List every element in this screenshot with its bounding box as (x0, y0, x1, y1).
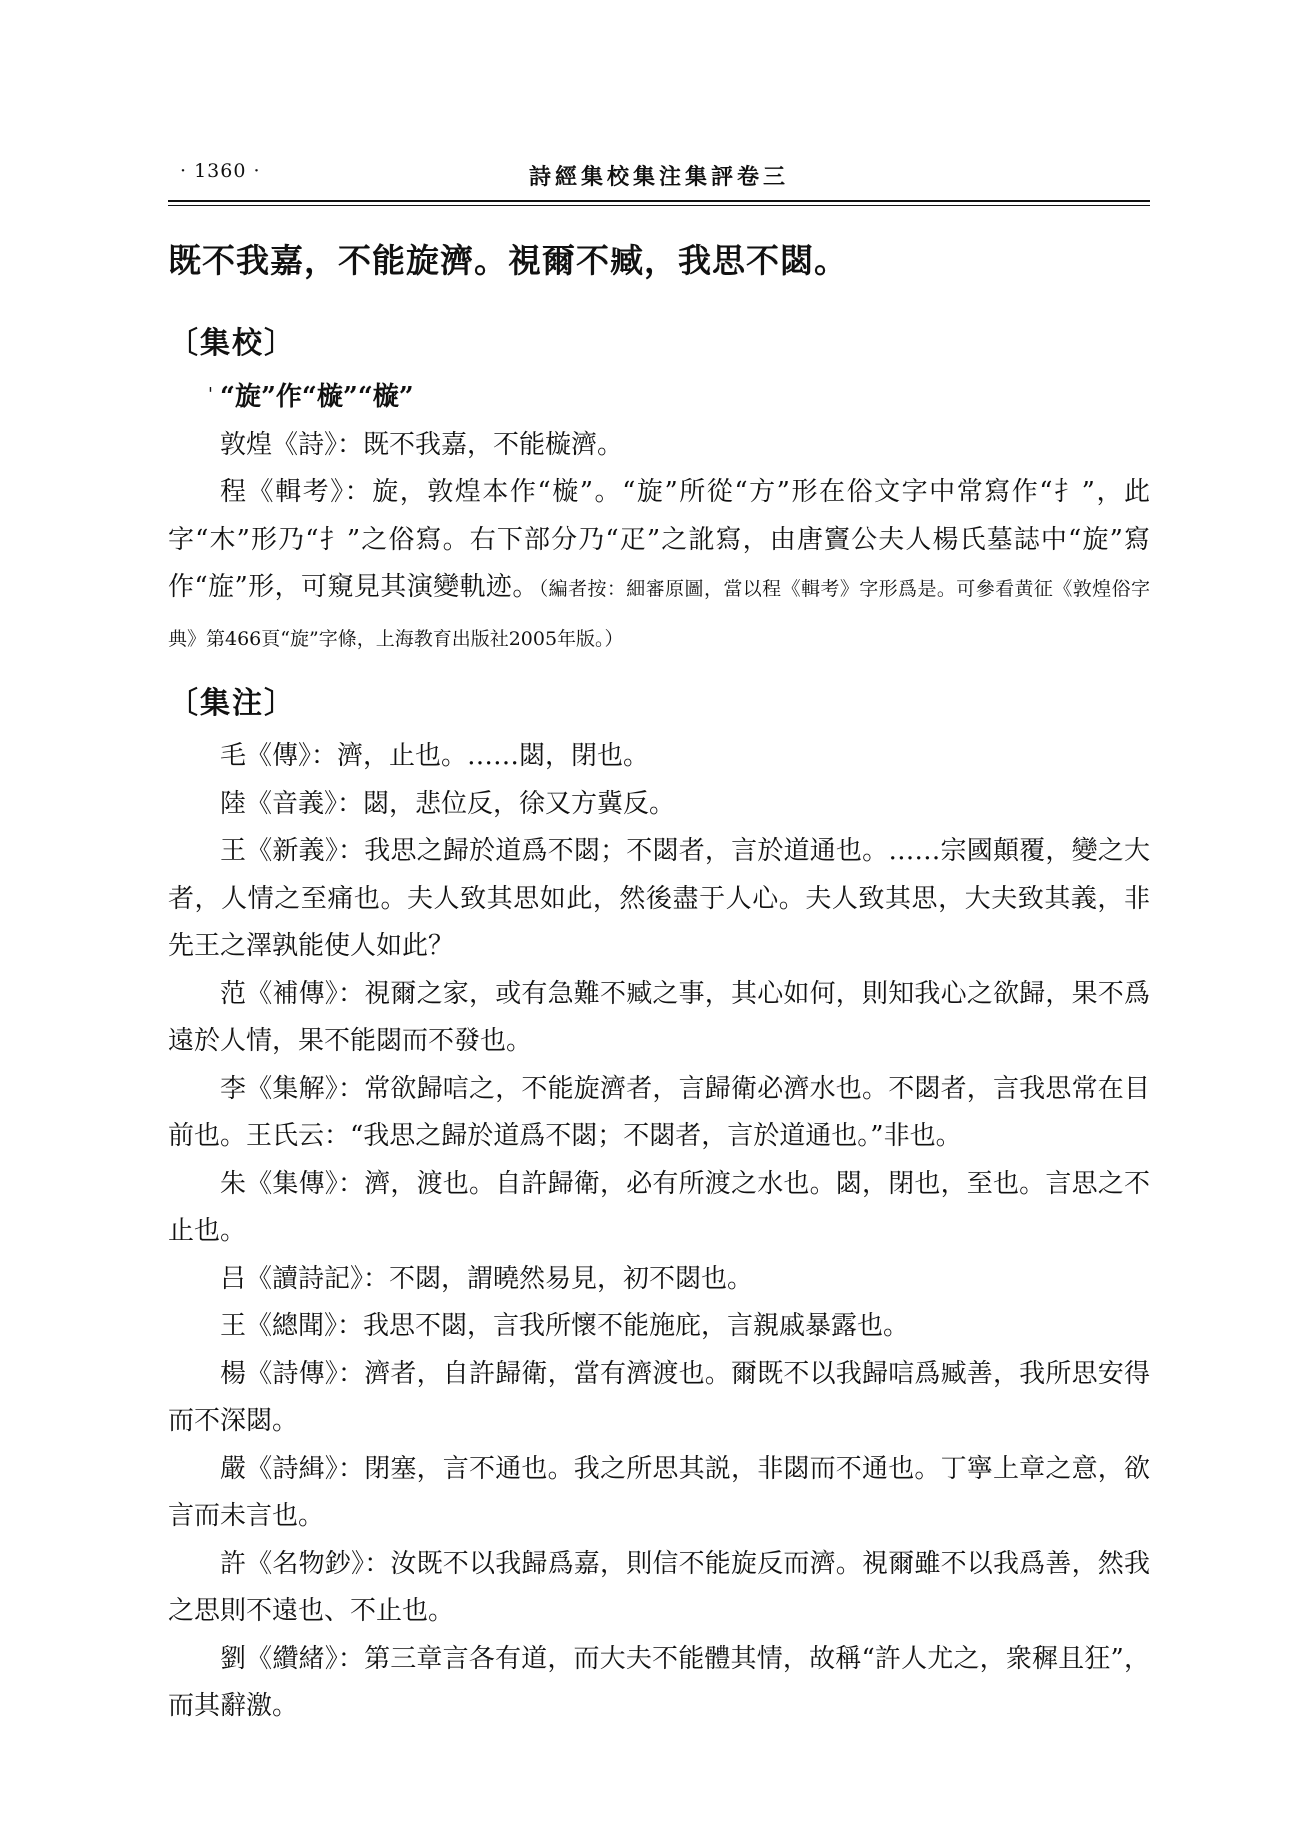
section-heading-jiaoxiao: 〔集校〕 (168, 326, 296, 361)
jiaoxiao-subtitle: “旋”作“㯀”“㯀” (220, 382, 414, 412)
header-rule-thick (168, 200, 1150, 202)
jizhu-paragraph: 王《新義》：我思之歸於道爲不閟；不閟者，言於道通也。……宗國顛覆，變之大者，人情之至痛也。夫人致其思如此，然後盡于人心。夫人致其思，大夫致其義，非先王之澤孰能使人如此？ (168, 836, 1150, 961)
section-heading-jizhu: 〔集注〕 (168, 686, 296, 721)
jiaoxiao-paragraph: 敦煌《詩》：既不我嘉，不能㯀濟。 (220, 429, 624, 460)
jizhu-paragraph: 李《集解》：常欲歸唁之，不能旋濟者，言歸衛必濟水也。不閟者，言我思常在目前也。王氏云：“我思之歸於道爲不閟；不閟者，言於道通也。”非也。 (168, 1073, 1150, 1151)
jiaoxiao-paragraph-text: 程《輯考》：旋，敦煌本作“㯀”。“旋”所從“方”形在俗文字中常寫作“扌”，此字“木”形乃“扌”之俗寫。右下部分乃“疋”之訛寫，由唐竇公夫人楊氏墓誌中“旋”寫作“㫌”形，可窺見其演變軌迹。 (168, 477, 1150, 602)
jizhu-paragraph: 朱《集傳》：濟，渡也。自許歸衛，必有所渡之水也。閟，閉也，至也。言思之不止也。 (168, 1168, 1150, 1246)
jizhu-paragraph: 王《總聞》：我思不閟，言我所懷不能施庇，言親戚暴露也。 (220, 1311, 910, 1341)
page-number: · 1360 · (180, 160, 261, 182)
jizhu-paragraph: 毛《傳》：濟，止也。……閟，閉也。 (220, 741, 650, 771)
jizhu-paragraph: 楊《詩傳》：濟者，自許歸衛，當有濟渡也。爾既不以我歸唁爲臧善，我所思安得而不深閟。 (168, 1358, 1150, 1436)
jizhu-paragraph: 許《名物鈔》：汝既不以我歸爲嘉，則信不能旋反而濟。視爾雖不以我爲善，然我之思則不遠也、不止也。 (168, 1548, 1150, 1626)
verse-line: 既不我嘉，不能旋濟。視爾不臧，我思不閟。 (168, 241, 848, 280)
jiaoxiao-body (168, 374, 1150, 663)
header-rule-thin (168, 205, 1150, 206)
editor-note: （編者按：細審原圖，當以程《輯考》字形爲是。可參看黄征《敦煌俗字典》第466頁“旋”字條，上海教育出版社2005年版。） (168, 578, 1150, 650)
jizhu-paragraph: 劉《纘緒》：第三章言各有道，而大夫不能體其情，故稱“許人尤之，衆穉且狂”，而其辭激。 (168, 1643, 1150, 1721)
jizhu-paragraph: 范《補傳》：視爾之家，或有急難不臧之事，其心如何，則知我心之欲歸，果不爲遠於人情，果不能閟而不發也。 (168, 978, 1150, 1056)
page-header (168, 160, 1150, 196)
jizhu-paragraph: 陸《音義》：閟，悲位反，徐又方冀反。 (220, 788, 676, 819)
running-title: 詩經集校集注集評卷三 (528, 164, 789, 190)
stray-mark: ' (208, 384, 213, 405)
jizhu-paragraph: 吕《讀詩記》：不閟，謂曉然易見，初不閟也。 (220, 1263, 754, 1294)
jiaoxiao-paragraph (168, 469, 1150, 663)
jizhu-paragraph: 嚴《詩緝》：閉塞，言不通也。我之所思其説，非閟而不通也。丁寧上章之意，欲言而未言也。 (168, 1453, 1150, 1531)
jizhu-body (168, 733, 1150, 1731)
